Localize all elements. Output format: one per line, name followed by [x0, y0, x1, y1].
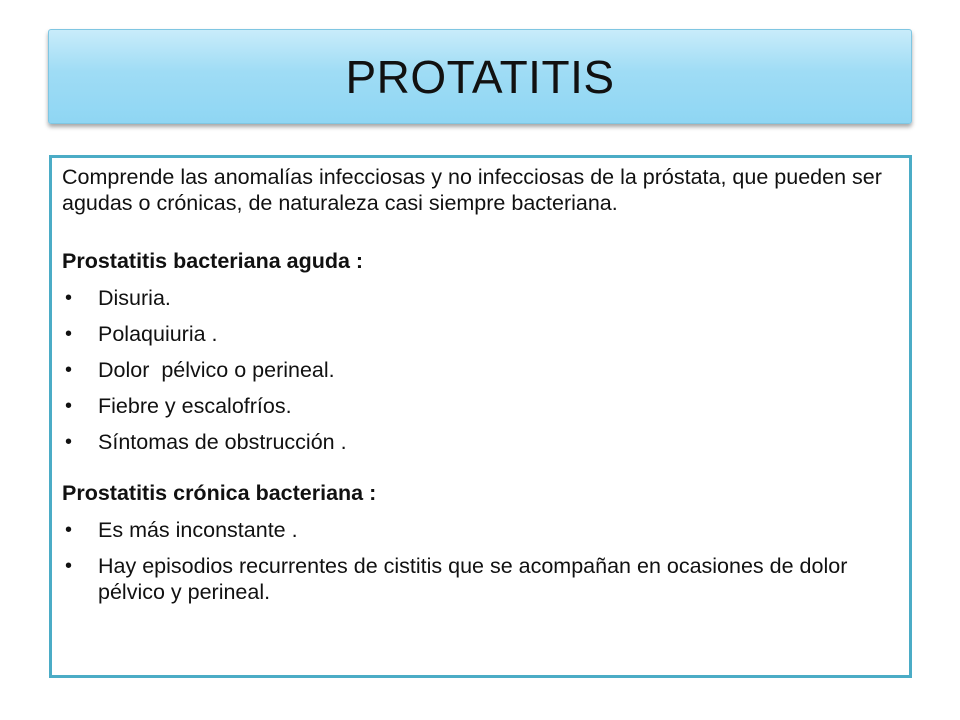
list-item-text: Síntomas de obstrucción .: [98, 430, 347, 454]
list-item-text: Dolor pélvico o perineal.: [98, 358, 335, 382]
section-heading-chronic: Prostatitis crónica bacteriana :: [62, 481, 377, 505]
intro-paragraph: Comprende las anomalías infecciosas y no infecciosas de la próstata, que pueden ser agudas o crónicas, de naturaleza casi siempre bacteriana.: [62, 165, 882, 215]
list-item-text: Es más inconstante .: [98, 518, 298, 542]
bullet-icon: •: [65, 395, 73, 417]
bullet-icon: •: [65, 287, 73, 309]
acute-symptom-list: [62, 285, 899, 455]
slide-title: PROTATITIS: [345, 50, 615, 103]
list-item: [62, 429, 899, 455]
bullet-icon: •: [65, 555, 73, 577]
list-item: [62, 517, 899, 543]
list-item-text: Polaquiuria .: [98, 322, 218, 346]
list-item: [62, 553, 899, 605]
list-item: [62, 357, 899, 383]
bullet-icon: •: [65, 431, 73, 453]
list-item-text: Hay episodios recurrentes de cistitis que se acompañan en ocasiones de dolor pélvico y perineal.: [98, 554, 848, 604]
bullet-icon: •: [65, 359, 73, 381]
content-box: [49, 155, 912, 678]
title-box: [48, 29, 912, 124]
list-item: [62, 285, 899, 311]
bullet-icon: •: [65, 323, 73, 345]
section-heading-acute: Prostatitis bacteriana aguda :: [62, 249, 364, 273]
list-item: [62, 393, 899, 419]
bullet-icon: •: [65, 519, 73, 541]
list-item-text: Fiebre y escalofríos.: [98, 394, 292, 418]
list-item: [62, 321, 899, 347]
chronic-symptom-list: [62, 517, 899, 605]
list-item-text: Disuria.: [98, 286, 171, 310]
